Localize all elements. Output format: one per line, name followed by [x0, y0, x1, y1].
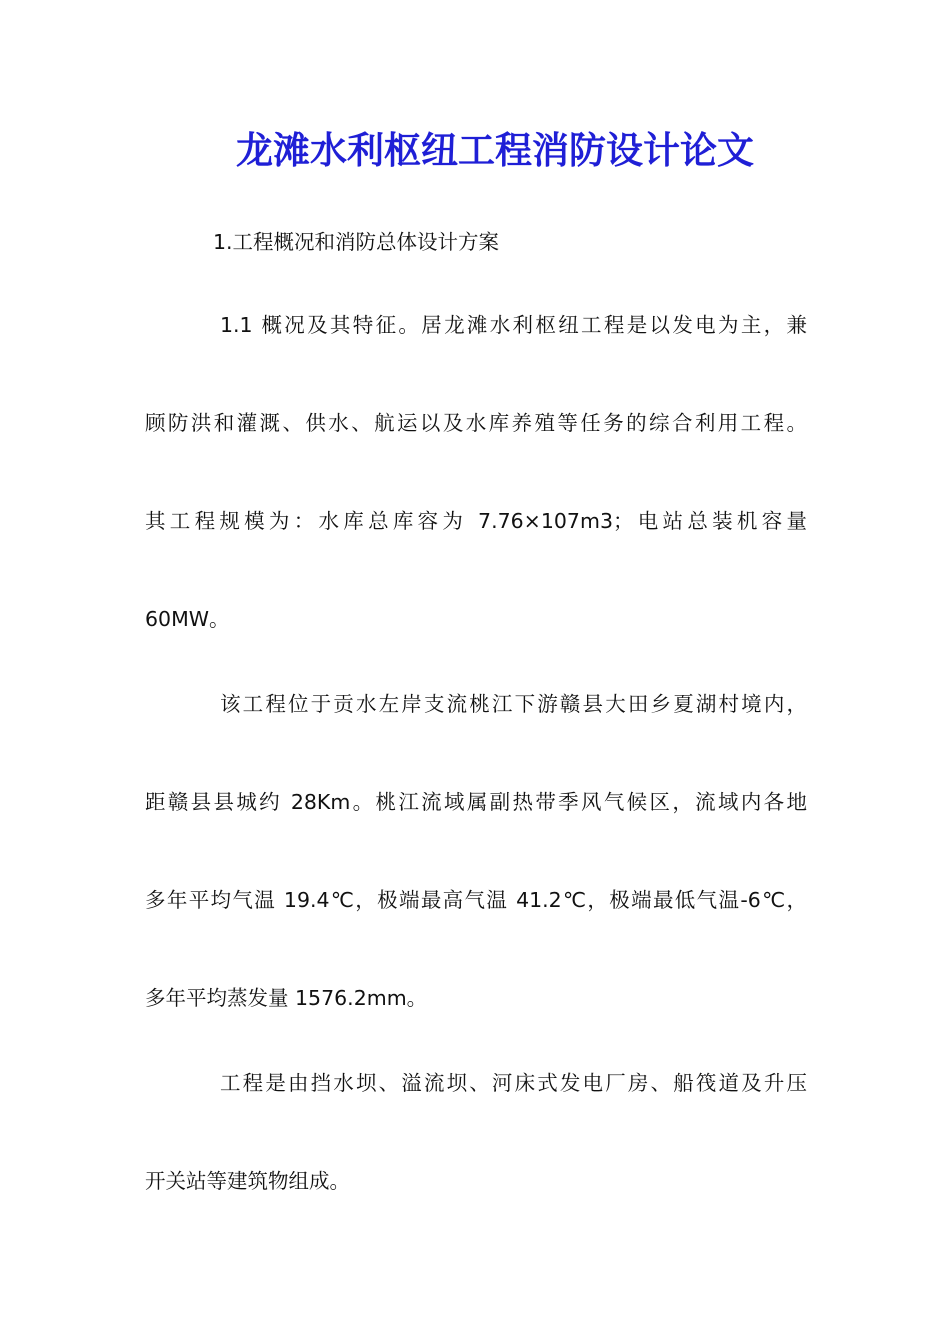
paragraph-line: 距赣县县城约 28Km。桃江流域属副热带季风气候区，流域内各地	[145, 790, 807, 814]
paragraph-line: 多年平均气温 19.4℃，极端最高气温 41.2℃，极端最低气温-6℃，	[145, 888, 807, 912]
paragraph-line: 1.1 概况及其特征。居龙滩水利枢纽工程是以发电为主，兼	[220, 313, 807, 337]
document-title: 龙滩水利枢纽工程消防设计论文	[236, 128, 754, 172]
paragraph-line: 60MW。	[145, 607, 230, 631]
paragraph-line: 其工程规模为：水库总库容为 7.76×107m3；电站总装机容量	[145, 509, 807, 533]
paragraph-line: 开关站等建筑物组成。	[145, 1169, 350, 1193]
section-heading: 1.工程概况和消防总体设计方案	[213, 230, 500, 254]
paragraph-line: 工程是由挡水坝、溢流坝、河床式发电厂房、船筏道及升压	[220, 1071, 807, 1095]
paragraph-line: 多年平均蒸发量 1576.2mm。	[145, 986, 428, 1010]
paragraph-line: 顾防洪和灌溉、供水、航运以及水库养殖等任务的综合利用工程。	[145, 411, 807, 435]
paragraph-line: 该工程位于贡水左岸支流桃江下游赣县大田乡夏湖村境内，	[220, 692, 807, 716]
